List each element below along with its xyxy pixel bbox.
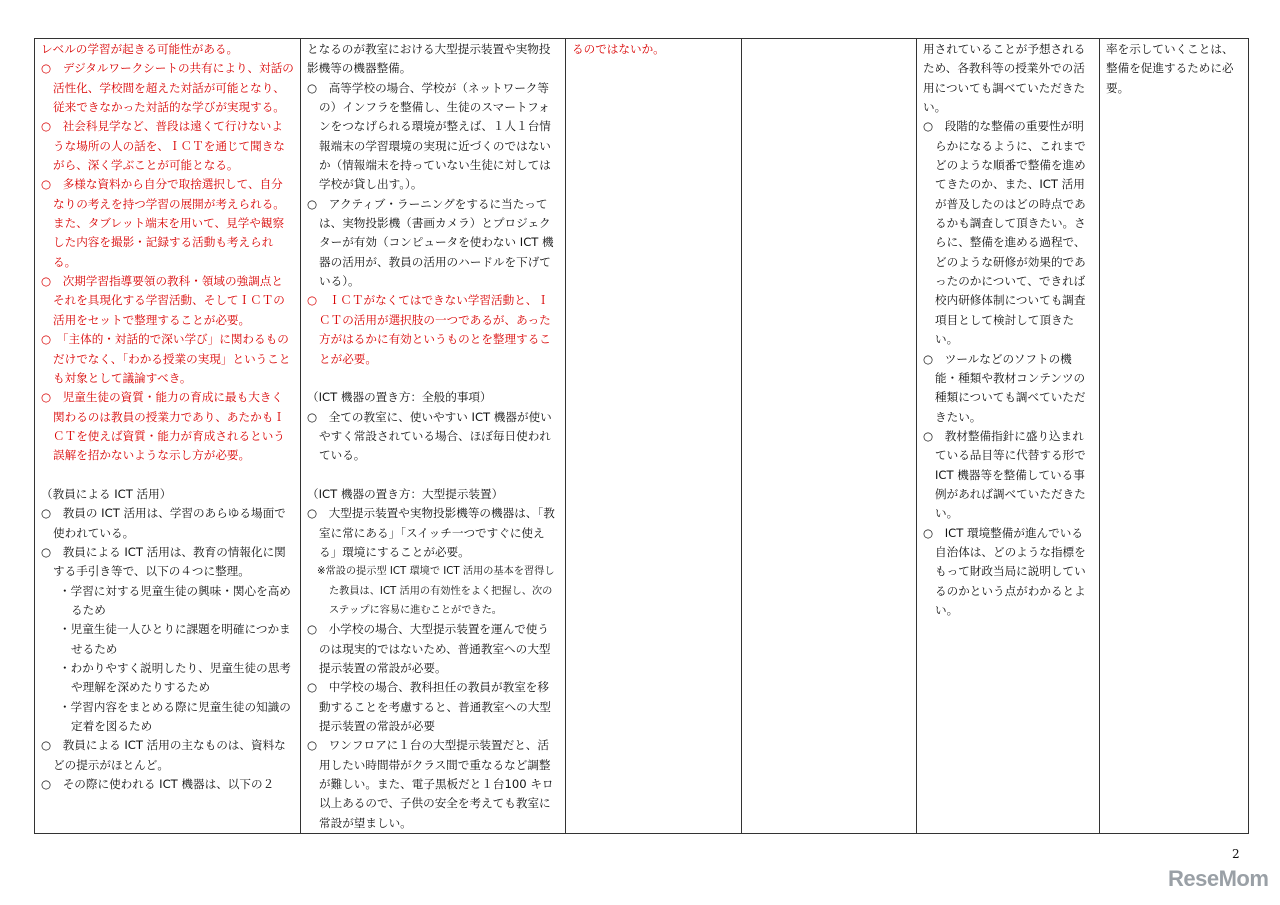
paragraph: ・学習内容をまとめる際に児童生徒の知識の定着を図るため: [59, 699, 291, 734]
paragraph: ○ その際に使われる ICT 機器は、以下の２: [41, 777, 275, 792]
column-3-cell: [566, 39, 742, 834]
paragraph: ○ 段階的な整備の重要性が明らかになるように、これまでどのような順番で整備を進めてきたのか、また、ICT 活用が普及したのはどの時点であるかも調査して頂きたい。さらに、整備を進める過程で、どのような研修が効果的であったのかについて、できれば校内研修体制についても調査項目として検討して頂きたい。: [923, 119, 1086, 347]
paragraph: （教員による ICT 活用）: [41, 486, 172, 501]
paragraph: ○ 多様な資料から自分で取捨選択して、自分なりの考えを持つ学習の展開が考えられる。また、タブレット端末を用いて、見学や観察した内容を撮影・記録する活動も考えられる。: [41, 177, 285, 269]
column-6-cell: [1100, 39, 1249, 834]
paragraph: ○ アクティブ・ラーニングをするに当たっては、実物投影機（書画カメラ）とプロジェクターが有効（コンピュータを使わない ICT 機器の活用が、教員の活用のハードルを下げている）。: [307, 196, 554, 289]
paragraph: ○ 教材整備指針に盛り込まれている品目等に代替する形で ICT 機器等を整備している事例があれば調べていただきたい。: [923, 428, 1086, 521]
paragraph: ○ 中学校の場合、教科担任の教員が教室を移動することを考慮すると、普通教室への大型提示装置の常設が必要: [307, 680, 551, 734]
paragraph: となるのが教室における大型提示装置や実物投影機等の機器整備。: [307, 42, 551, 76]
paragraph: ○ 社会科見学など、普段は遠くて行けないような場所の人の話を、ＩＣＴを通じて聞きながら、深く学ぶことが可能となる。: [41, 119, 285, 173]
column-1-cell: [35, 39, 301, 834]
column-5-text: [923, 40, 1093, 620]
paragraph: [41, 466, 294, 485]
paragraph: 率を示していくことは、整備を促進するために必要。: [1106, 42, 1234, 95]
column-1-text: [41, 40, 294, 794]
paragraph: [307, 466, 559, 485]
paragraph: ○ 大型提示装置や実物投影機等の機器は、「教室に常にある」「スイッチ一つですぐに使える」環境にすることが必要。: [307, 506, 555, 559]
paragraph: （ICT 機器の置き方：全般的事項）: [307, 390, 492, 405]
paragraph: ※常設の提示型 ICT 環境で ICT 活用の基本を習得した教員は、ICT 活用の有効性をよく把握し、次のステップに容易に進むことができた。: [317, 566, 555, 616]
column-4-cell: [742, 39, 917, 834]
column-6-text: [1106, 40, 1242, 98]
paragraph: ○ 児童生徒の資質・能力の育成に最も大きく関わるのは教員の授業力であり、あたかもＩＣＴを使えば資質・能力が育成されるという誤解を招かないような示し方が必要。: [41, 390, 285, 463]
paragraph: るのではないか。: [572, 42, 665, 56]
column-5-cell: [917, 39, 1100, 834]
paragraph: ○ 「主体的・対話的で深い学び」に関わるものだけでなく、「わかる授業の実現」ということも対象として議論すべき。: [41, 332, 291, 385]
paragraph: （ICT 機器の置き方：大型提示装置）: [307, 486, 504, 501]
paragraph: ○ 小学校の場合、大型提示装置を運んで使うのは現実的ではないため、普通教室への大型提示装置の常設が必要。: [307, 622, 551, 675]
paragraph: ○ デジタルワークシートの共有により、対話の活性化、学校間を超えた対話が可能となり、従来できなかった対話的な学びが実現する。: [41, 61, 294, 115]
paragraph: ○ 高等学校の場合、学校が（ネットワーク等の）インフラを整備し、生徒のスマートフォンをつなげられる環境が整えば、１人１台情報端末の学習環境の実現に近づくのではないか（情報端末を持っていない生徒に対しては学校が貸し出す。）。: [307, 80, 551, 192]
paragraph: ○ ツールなどのソフトの機能・種類や教材コンテンツの種類についても調べていただきたい。: [923, 351, 1086, 424]
column-2-cell: [301, 39, 566, 834]
paragraph: 用されていることが予想されるため、各教科等の授業外での活用についても調べていただきたい。: [923, 42, 1086, 115]
page-number: 2: [1232, 847, 1240, 861]
resemom-logo: ReseMom: [1168, 866, 1269, 891]
paragraph: ・学習に対する児童生徒の興味・関心を高めるため: [59, 583, 291, 617]
paragraph: ○ ワンフロアに１台の大型提示装置だと、活用したい時間帯がクラス間で重なるなど調整が難しい。また、電子黒板だと１台100 キロ以上あるので、子供の安全を考えても教室に常設が望ましい。: [307, 738, 554, 830]
paragraph: ○ 教員による ICT 活用の主なものは、資料などの提示がほとんど。: [41, 738, 286, 772]
column-3-text: [572, 40, 735, 59]
paragraph: ○ ＩＣＴがなくてはできない学習活動と、ＩＣＴの活用が選択肢の一つであるが、あった方がはるかに有効というものとを整理することが必要。: [307, 293, 551, 366]
paragraph: ○ 全ての教室に、使いやすい ICT 機器が使いやすく常設されている場合、ほぼ毎日使われている。: [307, 409, 552, 463]
paragraph: ○ ICT 環境整備が進んでいる自治体は、どのような指標をもって財政当局に説明しているのかという点がわかるとよい。: [923, 525, 1086, 617]
paragraph: ・わかりやすく説明したり、児童生徒の思考や理解を深めたりするため: [59, 661, 291, 695]
paragraph: レベルの学習が起きる可能性がある。: [41, 42, 239, 56]
paragraph: ○ 次期学習指導要領の教科・領域の強調点とそれを具現化する学習活動、そしてＩＣＴの活用をセットで整理することが必要。: [41, 274, 285, 327]
column-2-text: [307, 40, 559, 833]
paragraph: ○ 教員の ICT 活用は、学習のあらゆる場面で使われている。: [41, 506, 286, 540]
paragraph: ○ 教員による ICT 活用は、教育の情報化に関する手引き等で、以下の４つに整理。: [41, 544, 286, 579]
paragraph: [307, 369, 559, 388]
document-table: [34, 38, 1249, 834]
paragraph: ・児童生徒一人ひとりに課題を明確につかませるため: [59, 622, 291, 656]
